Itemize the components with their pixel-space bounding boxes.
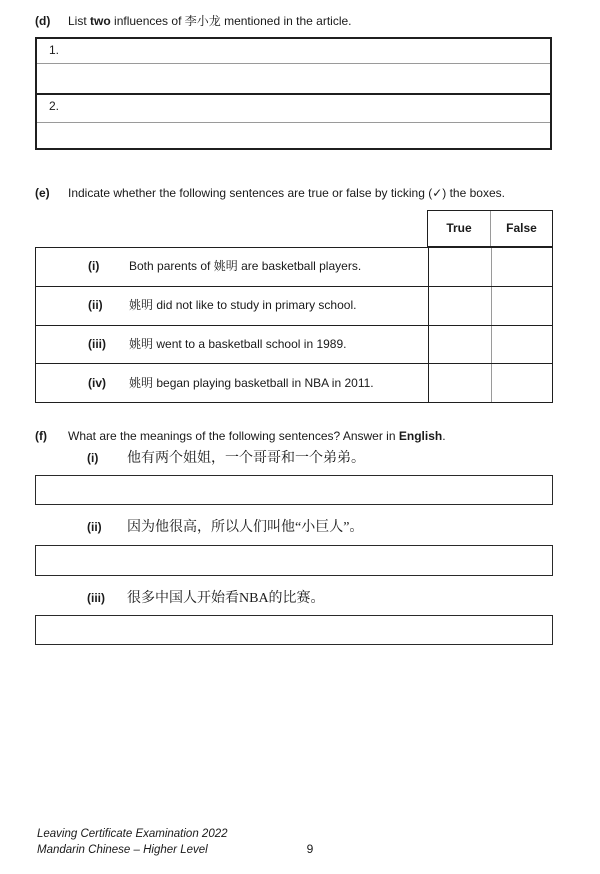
- row-i-false-checkbox-cell[interactable]: [491, 248, 552, 286]
- f-item-i: [87, 450, 365, 468]
- question-e-label: (e): [35, 186, 50, 200]
- footer: [37, 827, 228, 858]
- f-answer-box-i[interactable]: [35, 475, 553, 505]
- row-iv-statement: 姚明 began playing basketball in NBA in 2011.: [129, 375, 374, 390]
- f-item-i-number: (i): [87, 451, 99, 465]
- question-d-heading: [35, 14, 352, 29]
- cjk-name-yao-ming: 姚明: [129, 336, 154, 351]
- true-false-table: [35, 210, 553, 403]
- page-number: 9: [306, 842, 314, 856]
- f-item-iii: [87, 590, 325, 608]
- row-iv-true-checkbox-cell[interactable]: [428, 364, 491, 402]
- answer-line-1-label[interactable]: 1.: [37, 39, 550, 64]
- row-ii-number: (ii): [88, 298, 103, 313]
- f-item-i-sentence: 他有两个姐姐，一个哥哥和一个弟弟。: [127, 451, 365, 466]
- row-i-statement: Both parents of 姚明 are basketball players.: [129, 259, 362, 274]
- answer-line-2-label[interactable]: 2.: [37, 95, 550, 123]
- column-header-false: False: [506, 221, 537, 235]
- f-answer-box-iii[interactable]: [35, 615, 553, 645]
- footer-subject-level: Mandarin Chinese – Higher Level: [37, 843, 208, 856]
- table-row: [36, 287, 552, 326]
- f-item-iii-number: (iii): [87, 591, 105, 605]
- footer-exam-title: Leaving Certificate Examination 2022: [37, 828, 228, 840]
- f-item-ii-sentence: 因为他很高，所以人们叫他“小巨人”。: [127, 520, 364, 535]
- answer-line-1-extra[interactable]: [37, 64, 550, 95]
- column-header-true: True: [428, 211, 491, 246]
- row-iii-number: (iii): [88, 336, 106, 351]
- table-row: [36, 248, 552, 287]
- cjk-name-li-xiao-long: 李小龙: [184, 14, 221, 28]
- row-ii-statement: 姚明 did not like to study in primary school.: [129, 298, 357, 313]
- f-item-ii: [87, 519, 363, 537]
- cjk-name-yao-ming: 姚明: [129, 298, 154, 313]
- question-e-prompt: Indicate whether the following sentences are true or false by ticking (✓) the boxes.: [68, 186, 505, 200]
- question-f-heading: [35, 429, 446, 444]
- row-iii-false-checkbox-cell[interactable]: [491, 326, 552, 364]
- row-i-true-checkbox-cell[interactable]: [428, 248, 491, 286]
- table-row: [36, 326, 552, 365]
- true-false-header: [427, 210, 553, 247]
- question-f-prompt: What are the meanings of the following sentences? Answer in English.: [68, 429, 446, 443]
- row-i-number: (i): [88, 259, 100, 274]
- f-answer-box-ii[interactable]: [35, 545, 553, 576]
- question-e-heading: [35, 186, 505, 201]
- row-iii-true-checkbox-cell[interactable]: [428, 326, 491, 364]
- question-d-prompt: List two influences of 李小龙 mentioned in the article.: [68, 14, 352, 28]
- tick-icon: ✓: [432, 186, 443, 200]
- row-ii-false-checkbox-cell[interactable]: [491, 287, 552, 325]
- f-item-ii-number: (ii): [87, 520, 102, 534]
- row-ii-true-checkbox-cell[interactable]: [428, 287, 491, 325]
- true-false-body: [35, 247, 553, 403]
- cjk-name-yao-ming: 姚明: [129, 375, 154, 390]
- question-d-label: (d): [35, 14, 51, 28]
- row-iii-statement: 姚明 went to a basketball school in 1989.: [129, 336, 347, 351]
- f-item-iii-sentence: 很多中国人开始看NBA的比赛。: [127, 591, 325, 606]
- answer-line-2-extra[interactable]: [37, 123, 550, 148]
- question-f-label: (f): [35, 429, 47, 443]
- row-iv-false-checkbox-cell[interactable]: [491, 364, 552, 402]
- answer-table-d: [35, 37, 552, 150]
- cjk-name-yao-ming: 姚明: [213, 259, 238, 274]
- row-iv-number: (iv): [88, 375, 106, 390]
- table-row: [36, 364, 552, 402]
